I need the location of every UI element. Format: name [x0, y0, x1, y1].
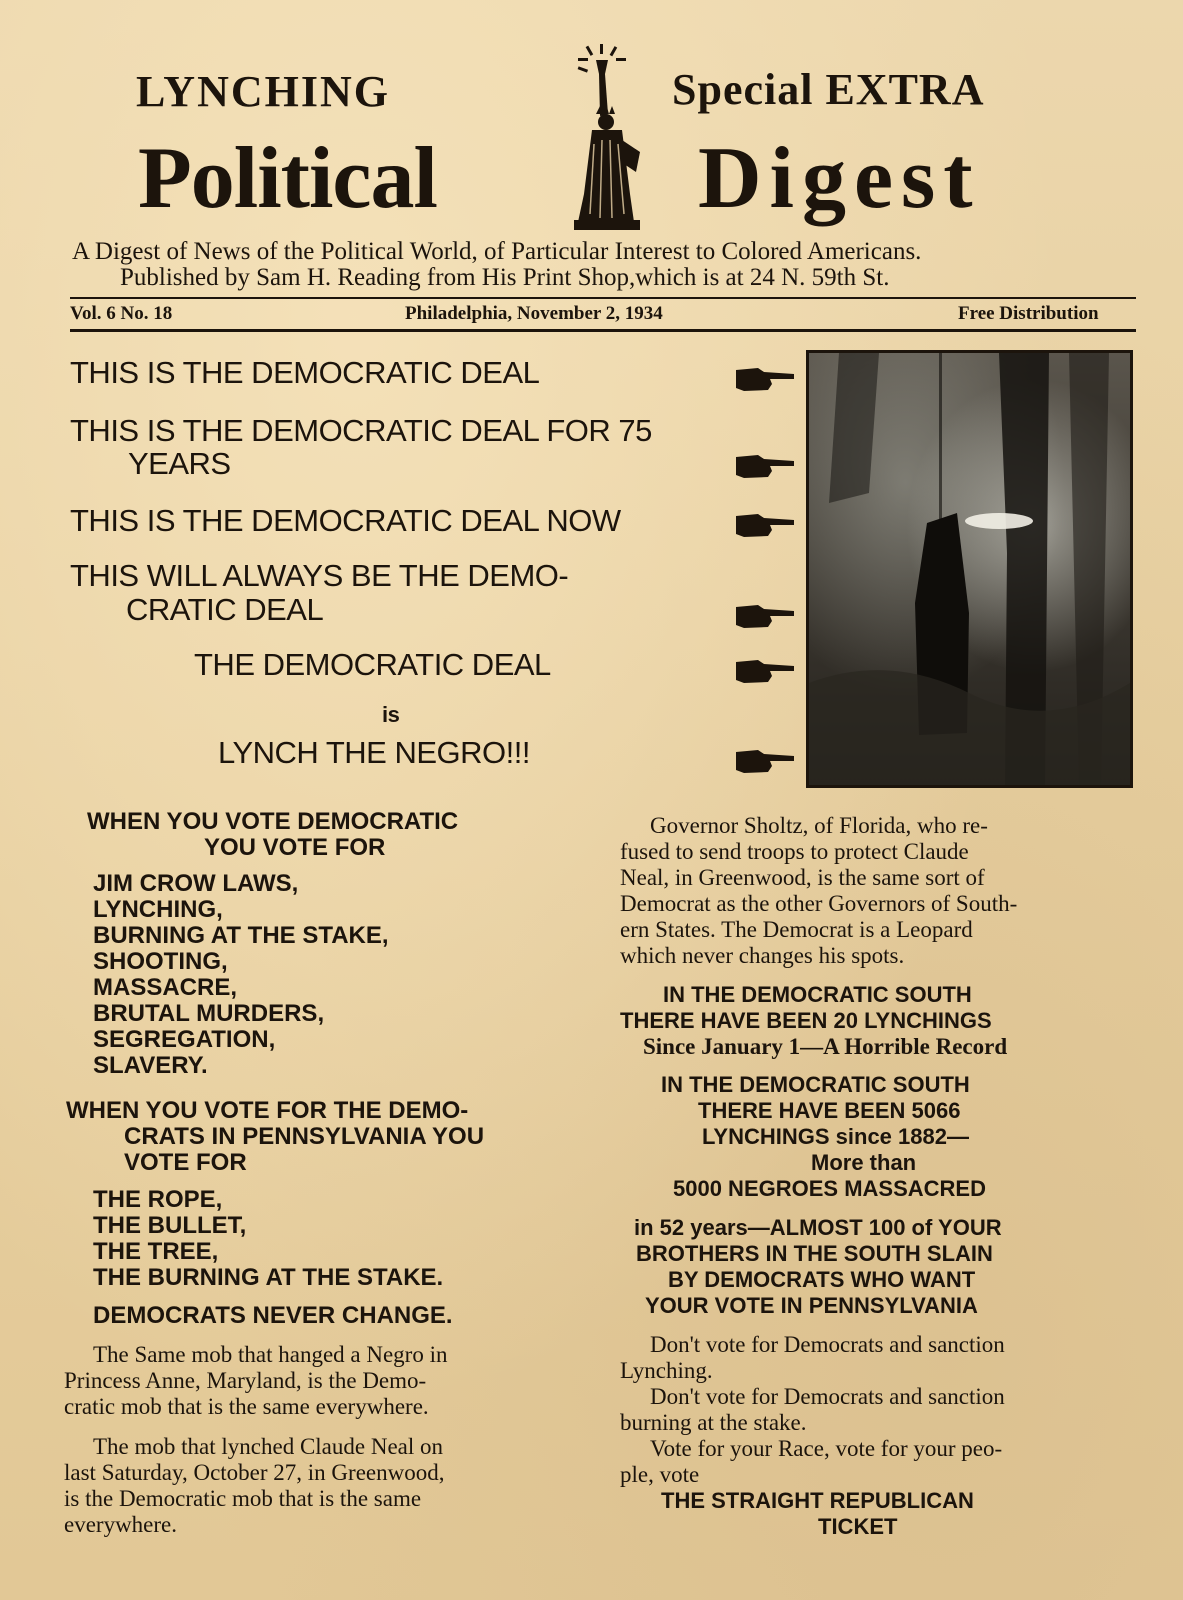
bottom-rule [70, 329, 1136, 332]
stat-1-line: THERE HAVE BEEN 20 LYNCHINGS [620, 1008, 992, 1033]
list-item: SHOOTING, [93, 948, 228, 975]
vote-democratic-heading-2: YOU VOTE FOR [204, 834, 386, 861]
appeal-line: burning at the stake. [620, 1410, 807, 1435]
subtitle-line-2: Published by Sam H. Reading from His Print Shop,which is at 24 N. 59th St. [120, 264, 890, 291]
stat-3-line: BROTHERS IN THE SOUTH SLAIN [636, 1241, 993, 1266]
list-item: MASSACRE, [93, 974, 238, 1001]
headline-5: THE DEMOCRATIC DEAL [194, 647, 551, 682]
pennsylvania-heading-3: VOTE FOR [124, 1149, 247, 1176]
list-item: BRUTAL MURDERS, [93, 1000, 325, 1027]
headline-4-line-1: THIS WILL ALWAYS BE THE DEMO- [70, 558, 569, 593]
headline-2-line-2: YEARS [128, 446, 231, 481]
para-line: last Saturday, October 27, in Greenwood, [64, 1460, 445, 1485]
dateline: Philadelphia, November 2, 1934 [405, 303, 663, 324]
stat-3-line: BY DEMOCRATS WHO WANT [668, 1267, 976, 1292]
list-item: JIM CROW LAWS, [93, 870, 299, 897]
governor-line: Governor Sholtz, of Florida, who re- [650, 813, 988, 838]
headline-3: THIS IS THE DEMOCRATIC DEAL NOW [70, 503, 621, 538]
stat-3-line: in 52 years—ALMOST 100 of YOUR [634, 1215, 1002, 1240]
para-line: Princess Anne, Maryland, is the Demo- [64, 1368, 427, 1393]
headline-1: THIS IS THE DEMOCRATIC DEAL [70, 355, 540, 390]
subtitle-line-1: A Digest of News of the Political World, of Particular Interest to Colored Americans. [72, 238, 922, 265]
appeal-line: ple, vote [620, 1462, 700, 1487]
ticket-line-2: TICKET [818, 1514, 898, 1539]
masthead-left-label: LYNCHING [136, 67, 390, 116]
appeal-line: Vote for your Race, vote for your peo- [650, 1436, 1003, 1461]
governor-line: which never changes his spots. [620, 943, 905, 968]
appeal-line: Lynching. [620, 1358, 713, 1383]
list-item: LYNCHING, [93, 896, 223, 923]
stat-2-line: IN THE DEMOCRATIC SOUTH [661, 1072, 970, 1097]
stat-2-line: LYNCHINGS since 1882— [702, 1124, 969, 1149]
stat-1-line: IN THE DEMOCRATIC SOUTH [663, 982, 972, 1007]
para-line: The mob that lynched Claude Neal on [93, 1434, 444, 1459]
list-item: THE ROPE, [93, 1186, 223, 1213]
title-political: Political [138, 130, 437, 227]
headline-6: is [382, 702, 400, 727]
never-change-heading: DEMOCRATS NEVER CHANGE. [93, 1302, 453, 1329]
appeal-line: Don't vote for Democrats and sanction [650, 1332, 1005, 1357]
volume-number: Vol. 6 No. 18 [70, 303, 173, 324]
list-item: THE BULLET, [93, 1212, 247, 1239]
pointing-hand-icon [734, 510, 796, 540]
pointing-hand-icon [734, 656, 796, 686]
photograph-scene [809, 353, 1130, 785]
headline-2-line-1: THIS IS THE DEMOCRATIC DEAL FOR 75 [70, 413, 652, 448]
masthead-right-label: Special EXTRA [672, 65, 985, 114]
distribution-note: Free Distribution [958, 303, 1099, 324]
headline-4-line-2: CRATIC DEAL [126, 592, 324, 627]
ticket-line-1: THE STRAIGHT REPUBLICAN [661, 1488, 974, 1513]
top-rule [70, 297, 1136, 299]
statue-of-liberty-icon [548, 44, 668, 234]
governor-line: fused to send troops to protect Claude [620, 839, 969, 864]
governor-line: Democrat as the other Governors of South- [620, 891, 1018, 916]
stat-2-line: More than [811, 1150, 917, 1175]
para-line: is the Democratic mob that is the same [64, 1486, 422, 1511]
headline-7: LYNCH THE NEGRO!!! [218, 735, 530, 770]
stat-2-line: 5000 NEGROES MASSACRED [673, 1176, 986, 1201]
lynching-photograph [806, 350, 1133, 788]
vote-democratic-heading-1: WHEN YOU VOTE DEMOCRATIC [87, 808, 459, 835]
para-line: everywhere. [64, 1512, 178, 1537]
pointing-hand-icon [734, 746, 796, 776]
governor-line: ern States. The Democrat is a Leopard [620, 917, 973, 942]
governor-line: Neal, in Greenwood, is the same sort of [620, 865, 985, 890]
para-line: The Same mob that hanged a Negro in [93, 1342, 448, 1367]
list-item: BURNING AT THE STAKE, [93, 922, 389, 949]
stat-2-line: THERE HAVE BEEN 5066 [698, 1098, 961, 1123]
pointing-hand-icon [734, 364, 796, 394]
title-digest: Digest [698, 130, 981, 227]
pennsylvania-heading-1: WHEN YOU VOTE FOR THE DEMO- [66, 1097, 469, 1124]
list-item: THE BURNING AT THE STAKE. [93, 1264, 444, 1291]
list-item: THE TREE, [93, 1238, 219, 1265]
pennsylvania-heading-2: CRATS IN PENNSYLVANIA YOU [124, 1123, 485, 1150]
pointing-hand-icon [734, 601, 796, 631]
para-line: cratic mob that is the same everywhere. [64, 1394, 429, 1419]
list-item: SLAVERY. [93, 1052, 208, 1079]
pointing-hand-icon [734, 451, 796, 481]
list-item: SEGREGATION, [93, 1026, 276, 1053]
stat-1-line: Since January 1—A Horrible Record [643, 1034, 1008, 1059]
appeal-line: Don't vote for Democrats and sanction [650, 1384, 1005, 1409]
stat-3-line: YOUR VOTE IN PENNSYLVANIA [645, 1293, 978, 1318]
